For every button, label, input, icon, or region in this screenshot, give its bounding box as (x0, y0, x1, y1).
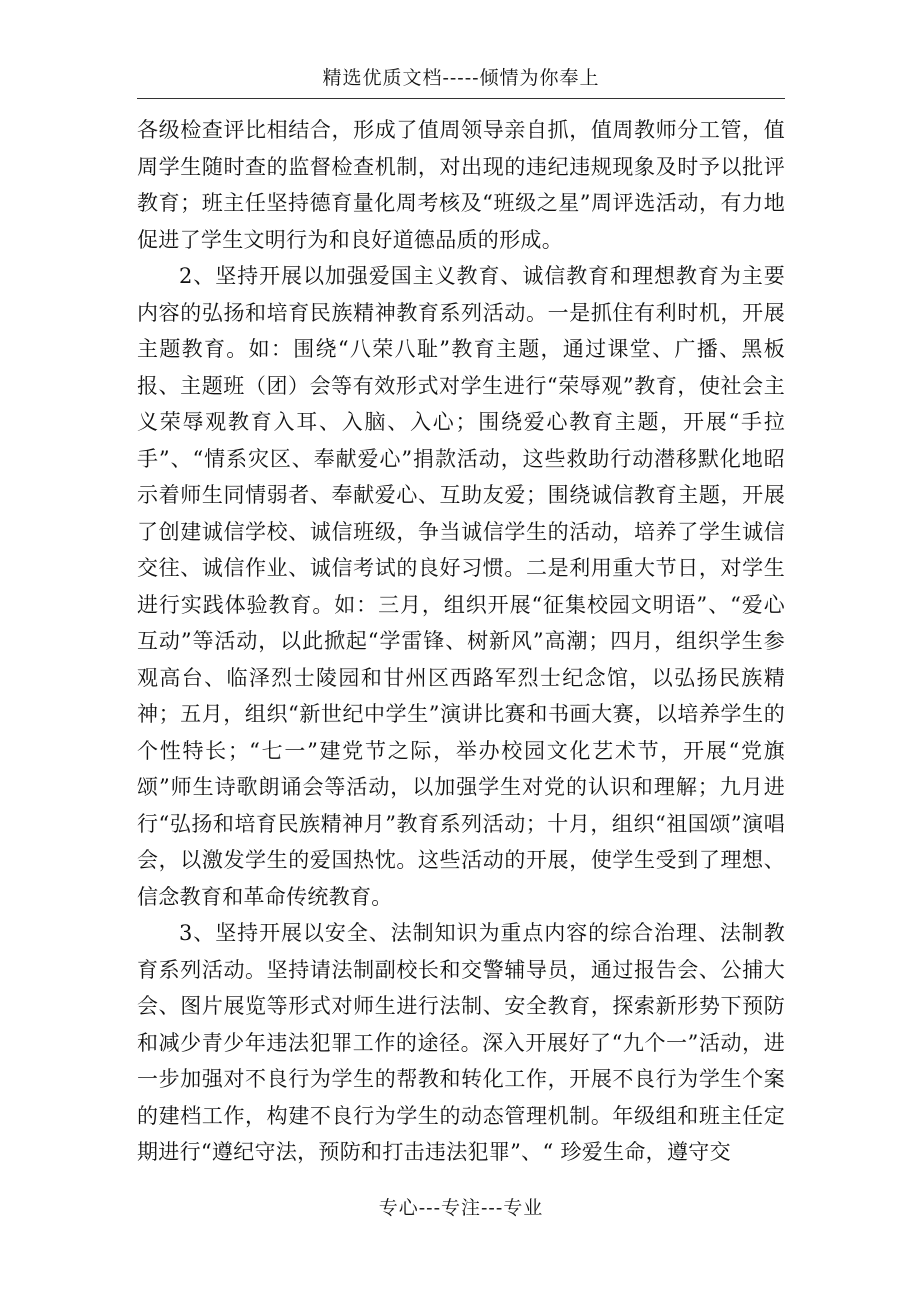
header-title: 精选优质文档-----倾情为你奉上 (322, 67, 600, 89)
paragraph-item-2: 2、坚持开展以加强爱国主义教育、诚信教育和理想教育为主要内容的弘扬和培育民族精神教育系列活动。一是抓住有利时机，开展主题教育。如：围绕“八荣八耻”教育主题，通过课堂、广播、黑板报、主题班（团）会等有效形式对学生进行“荣辱观”教育，使社会主义荣辱观教育入耳、入脑、入心；围绕爱心教育主题，开展“手拉手”、“情系灾区、奉献爱心”捐款活动，这些救助行动潜移默化地昭示着师生同情弱者、奉献爱心、互助友爱；围绕诚信教育主题，开展了创建诚信学校、诚信班级，争当诚信学生的活动，培养了学生诚信交往、诚信作业、诚信考试的良好习惯。二是利用重大节日，对学生进行实践体验教育。如：三月，组织开展“征集校园文明语”、“爱心互动”等活动，以此掀起“学雷锋、树新风”高潮；四月，组织学生参观高台、临泽烈士陵园和甘州区西路军烈士纪念馆，以弘扬民族精神；五月，组织“新世纪中学生”演讲比赛和书画大赛，以培养学生的个性特长；“七一”建党节之际，举办校园文化艺术节，开展“党旗颂”师生诗歌朗诵会等活动，以加强学生对党的认识和理解；九月进行“弘扬和培育民族精神月”教育系列活动；十月，组织“祖国颂”演唱会，以激发学生的爱国热忱。这些活动的开展，使学生受到了理想、信念教育和革命传统教育。 (137, 264, 785, 909)
page-footer (137, 1196, 785, 1220)
page-header (137, 66, 785, 99)
paragraph-continuation: 各级检查评比相结合，形成了值周领导亲自抓，值周教师分工管，值周学生随时查的监督检查机制，对出现的违纪违规现象及时予以批评教育；班主任坚持德育量化周考核及“班级之星”周评选活动，有力地促进了学生文明行为和良好道德品质的形成。 (137, 118, 785, 252)
document-body (137, 112, 785, 1171)
footer-text: 专心---专注---专业 (378, 1197, 544, 1219)
paragraph-item-3: 3、坚持开展以安全、法制知识为重点内容的综合治理、法制教育系列活动。坚持请法制副校长和交警辅导员，通过报告会、公捕大会、图片展览等形式对师生进行法制、安全教育，探索新形势下预防和减少青少年违法犯罪工作的途径。深入开展好了“九个一”活动，进一步加强对不良行为学生的帮教和转化工作，开展不良行为学生个案的建档工作，构建不良行为学生的动态管理机制。年级组和班主任定期进行“遵纪守法，预防和打击违法犯罪”、“ 珍爱生命，遵守交 (137, 921, 785, 1164)
